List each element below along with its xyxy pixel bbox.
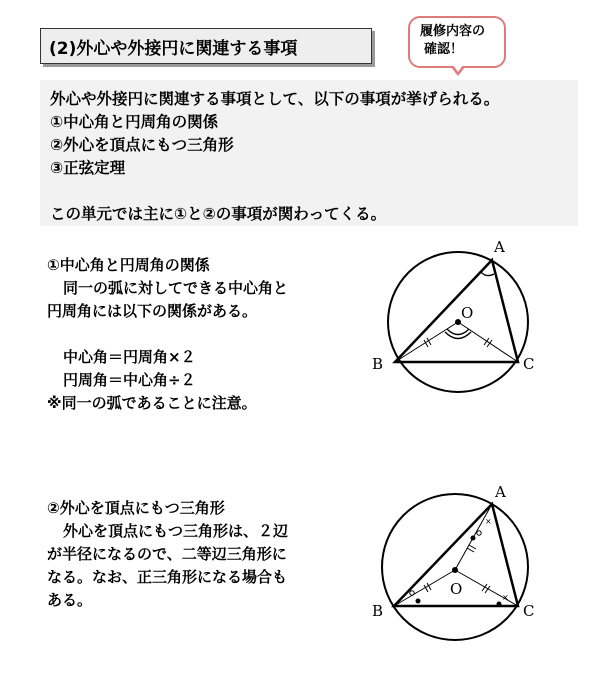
label-c-1: C bbox=[523, 355, 535, 373]
review-badge bbox=[408, 16, 506, 68]
tick-oc-1b bbox=[487, 340, 492, 347]
section1-text bbox=[47, 254, 288, 415]
summary-box bbox=[40, 80, 578, 226]
badge-tail-inner bbox=[453, 65, 463, 72]
review-badge-line2: 確認！ bbox=[424, 42, 464, 57]
section-title bbox=[40, 28, 372, 64]
angle-mark-cross-2: × bbox=[502, 593, 509, 602]
summary-item-2: ②外心を頂点にもつ三角形 bbox=[50, 136, 234, 154]
figure-inscribed-angle bbox=[370, 232, 570, 402]
angle-mark-circle-2 bbox=[410, 591, 414, 595]
section1-heading: ①中心角と円周角の関係 bbox=[47, 256, 210, 274]
angle-mark-cross-1: × bbox=[485, 517, 492, 526]
angle-dot-a bbox=[471, 536, 476, 541]
label-a-2: A bbox=[495, 483, 506, 501]
section1-formula-2: 円周角＝中心角÷２ bbox=[63, 371, 196, 389]
section1-formula-1: 中心角＝円周角×２ bbox=[63, 348, 196, 366]
section2-body-3: なる。なお、正三角形になる場合も bbox=[47, 568, 288, 586]
label-o-1: O bbox=[461, 304, 474, 322]
label-b-2: B bbox=[372, 602, 384, 620]
center-point-2 bbox=[452, 567, 458, 573]
tick-oa-2b bbox=[469, 545, 476, 549]
angle-dot-c bbox=[497, 602, 502, 607]
section-title-text: (2)外心や外接円に関連する事項 bbox=[49, 38, 298, 59]
label-o-2: O bbox=[450, 580, 463, 598]
section2-body-1: 外心を頂点にもつ三角形は、２辺 bbox=[63, 522, 289, 540]
angle-mark-circle-1 bbox=[477, 531, 481, 535]
angle-arc-center-1b bbox=[445, 332, 471, 339]
section1-body-2: 円周角には以下の関係がある。 bbox=[47, 302, 258, 320]
section2-body-2: が半径になるので、二等辺三角形に bbox=[47, 545, 287, 563]
review-badge-line1: 履修内容の bbox=[420, 24, 486, 39]
figure-isosceles-triangles bbox=[370, 480, 570, 650]
section1-body-1: 同一の弧に対してできる中心角と bbox=[63, 279, 289, 297]
tick-oc-1a bbox=[484, 338, 489, 345]
summary-item-1: ①中心角と円周角の関係 bbox=[50, 113, 219, 131]
summary-note: この単元では主に①と②の事項が関わってくる。 bbox=[50, 205, 387, 223]
section2-body-4: ある。 bbox=[47, 591, 93, 609]
section2-text bbox=[47, 497, 288, 612]
triangle-abc-1 bbox=[395, 260, 518, 362]
tick-oa-2a bbox=[467, 548, 474, 552]
angle-arc-center-1 bbox=[447, 329, 469, 335]
angle-arc-a-1 bbox=[481, 272, 494, 276]
summary-intro: 外心や外接円に関連する事項として、以下の事項が挙げられる。 bbox=[50, 90, 500, 108]
label-b-1: B bbox=[372, 355, 384, 373]
section2-heading: ②外心を頂点にもつ三角形 bbox=[47, 499, 225, 517]
angle-dot-b bbox=[416, 599, 421, 604]
label-c-2: C bbox=[523, 602, 535, 620]
section1-note: ※同一の弧であることに注意。 bbox=[47, 394, 257, 412]
label-a-1: A bbox=[494, 238, 505, 256]
summary-item-3: ③正弦定理 bbox=[50, 159, 126, 177]
